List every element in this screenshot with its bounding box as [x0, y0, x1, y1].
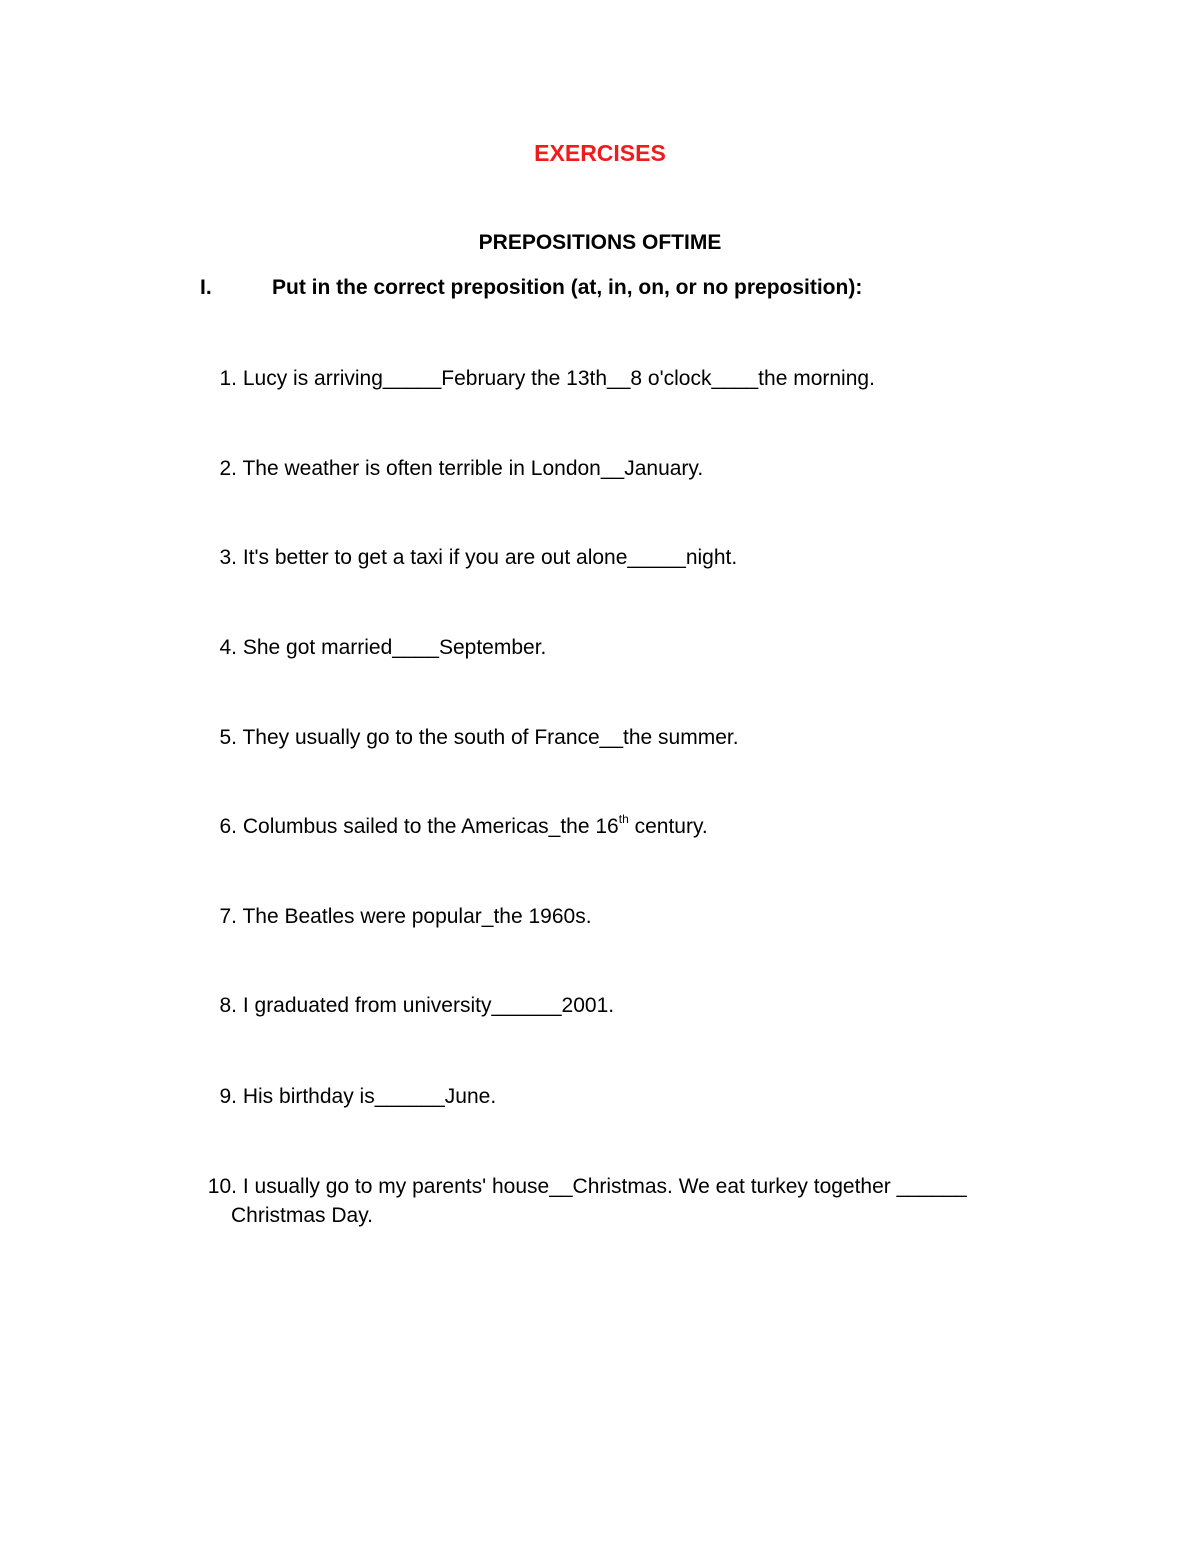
exercise-item-4	[190, 633, 1070, 662]
instruction-text: Put in the correct preposition (at, in, on, or no preposition):	[272, 276, 863, 299]
page-title: EXERCISES	[534, 140, 666, 166]
item-number: 4.	[219, 636, 237, 659]
exercise-item-7	[190, 902, 1070, 931]
exercise-item-2	[190, 454, 1070, 483]
item-text-before: Columbus sailed to the Americas_the 16	[242, 815, 619, 838]
item-number: 6.	[219, 815, 237, 838]
item-number: 2.	[219, 457, 237, 480]
item-number: 1.	[219, 367, 237, 390]
instruction-number: I.	[200, 276, 212, 299]
item-number: 9.	[219, 1085, 237, 1108]
item-text: The Beatles were popular_the 1960s.	[242, 905, 592, 928]
item-text: His birthday is______June.	[242, 1085, 497, 1108]
item-text: I graduated from university______2001.	[242, 994, 615, 1017]
exercise-item-6	[190, 812, 1070, 841]
item-text: The weather is often terrible in London__January.	[242, 457, 704, 480]
exercise-item-3	[190, 543, 1070, 572]
item-text: She got married____September.	[242, 636, 547, 659]
item-text: I usually go to my parents' house__Christmas. We eat turkey together ______	[242, 1175, 967, 1198]
ordinal-superscript: th	[618, 812, 629, 826]
item-text-continuation: Christmas Day.	[231, 1204, 373, 1227]
exercise-item-5	[190, 723, 1070, 752]
item-text: It's better to get a taxi if you are out alone_____night.	[242, 546, 738, 569]
item-number: 8.	[219, 994, 237, 1017]
item-text	[242, 812, 708, 838]
item-text-after: century.	[628, 815, 708, 838]
item-number: 7.	[219, 905, 237, 928]
item-text: Lucy is arriving_____February the 13th__8 o'clock____the morning.	[242, 367, 875, 390]
item-number: 5.	[219, 726, 237, 749]
item-number: 10.	[207, 1175, 237, 1198]
item-text: They usually go to the south of France__the summer.	[242, 726, 739, 749]
item-number: 3.	[219, 546, 237, 569]
exercise-item-9	[190, 1082, 1070, 1111]
exercise-instruction	[200, 274, 1100, 302]
exercise-item-10	[190, 1172, 1070, 1230]
exercise-item-8	[190, 991, 1070, 1020]
section-subtitle: PREPOSITIONS OFTIME	[478, 231, 722, 254]
exercise-item-1	[190, 364, 1070, 393]
